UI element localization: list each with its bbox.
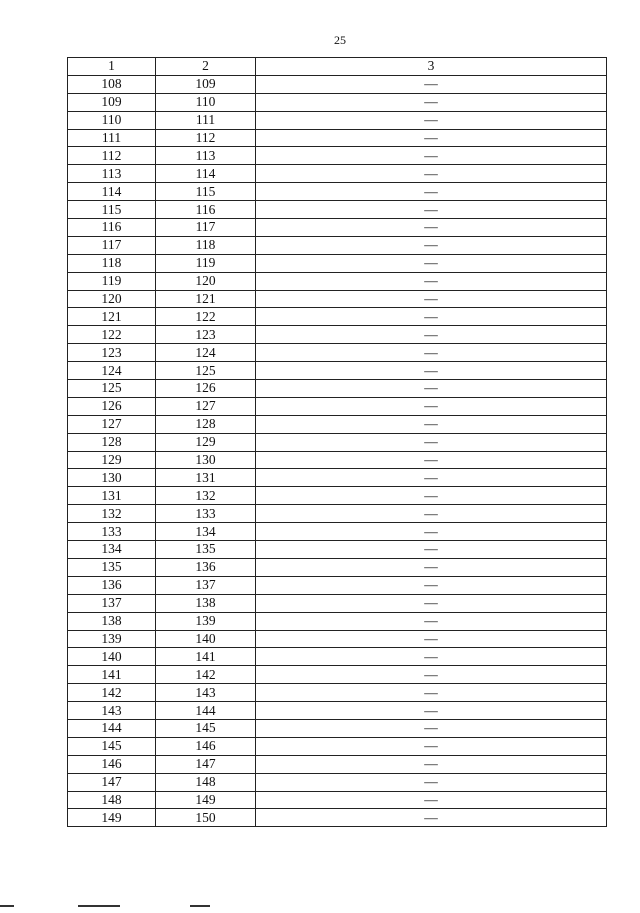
table-cell-col-2: 137	[156, 576, 256, 594]
table-cell-col-3: —	[256, 773, 607, 791]
table-cell-col-3: —	[256, 505, 607, 523]
table-cell-col-1: 136	[68, 576, 156, 594]
table-cell-col-2: 116	[156, 201, 256, 219]
table-row	[68, 469, 607, 487]
table-cell-col-3: —	[256, 165, 607, 183]
table-cell-col-2: 127	[156, 397, 256, 415]
table-cell-col-1: 149	[68, 809, 156, 827]
table-cell-col-2: 109	[156, 75, 256, 93]
table-row	[68, 201, 607, 219]
table-row	[68, 344, 607, 362]
table-cell-col-2: 149	[156, 791, 256, 809]
table-row	[68, 809, 607, 827]
table-row	[68, 415, 607, 433]
table-cell-col-3: —	[256, 93, 607, 111]
table-row	[68, 362, 607, 380]
table-cell-col-3: —	[256, 755, 607, 773]
table-cell-col-2: 136	[156, 558, 256, 576]
table-cell-col-3: —	[256, 719, 607, 737]
data-table	[67, 57, 607, 827]
table-cell-col-1: 109	[68, 93, 156, 111]
table-cell-col-2: 141	[156, 648, 256, 666]
table-cell-col-1: 132	[68, 505, 156, 523]
table-row	[68, 165, 607, 183]
table-cell-col-2: 119	[156, 254, 256, 272]
table-row	[68, 272, 607, 290]
table-row	[68, 433, 607, 451]
table-row	[68, 684, 607, 702]
table-cell-col-1: 129	[68, 451, 156, 469]
table-cell-col-3: —	[256, 344, 607, 362]
table-cell-col-3: —	[256, 487, 607, 505]
table-row	[68, 451, 607, 469]
table-cell-col-1: 110	[68, 111, 156, 129]
table-cell-col-3: —	[256, 648, 607, 666]
table-row	[68, 75, 607, 93]
table-cell-col-2: 110	[156, 93, 256, 111]
table-cell-col-1: 113	[68, 165, 156, 183]
table-cell-col-2: 142	[156, 666, 256, 684]
table-cell-col-3: —	[256, 397, 607, 415]
column-header-2: 2	[156, 58, 256, 76]
table-cell-col-3: —	[256, 362, 607, 380]
table-row	[68, 397, 607, 415]
table-body	[68, 75, 607, 826]
table-cell-col-3: —	[256, 308, 607, 326]
table-cell-col-1: 143	[68, 702, 156, 720]
table-cell-col-3: —	[256, 702, 607, 720]
table-cell-col-2: 135	[156, 541, 256, 559]
table-cell-col-1: 128	[68, 433, 156, 451]
table-cell-col-2: 133	[156, 505, 256, 523]
table-cell-col-1: 140	[68, 648, 156, 666]
table-cell-col-3: —	[256, 791, 607, 809]
table-cell-col-1: 118	[68, 254, 156, 272]
table-cell-col-3: —	[256, 558, 607, 576]
table-cell-col-2: 118	[156, 236, 256, 254]
table-cell-col-2: 145	[156, 719, 256, 737]
table-cell-col-1: 126	[68, 397, 156, 415]
table-cell-col-1: 147	[68, 773, 156, 791]
table-cell-col-2: 147	[156, 755, 256, 773]
table-cell-col-3: —	[256, 630, 607, 648]
table-cell-col-2: 124	[156, 344, 256, 362]
table-cell-col-3: —	[256, 219, 607, 237]
table-row	[68, 791, 607, 809]
table-row	[68, 594, 607, 612]
table-cell-col-1: 135	[68, 558, 156, 576]
table-cell-col-3: —	[256, 129, 607, 147]
table-cell-col-3: —	[256, 415, 607, 433]
table-cell-col-2: 132	[156, 487, 256, 505]
table-row	[68, 773, 607, 791]
table-cell-col-2: 139	[156, 612, 256, 630]
table-cell-col-3: —	[256, 290, 607, 308]
table-row	[68, 576, 607, 594]
table-cell-col-1: 144	[68, 719, 156, 737]
table-cell-col-2: 131	[156, 469, 256, 487]
table-cell-col-1: 119	[68, 272, 156, 290]
table-cell-col-3: —	[256, 469, 607, 487]
column-header-1: 1	[68, 58, 156, 76]
table-cell-col-2: 150	[156, 809, 256, 827]
table-row	[68, 236, 607, 254]
column-header-3: 3	[256, 58, 607, 76]
table-row	[68, 326, 607, 344]
table-cell-col-2: 129	[156, 433, 256, 451]
table-cell-col-2: 146	[156, 737, 256, 755]
table-cell-col-2: 113	[156, 147, 256, 165]
page-number: 25	[334, 33, 346, 47]
table-cell-col-2: 125	[156, 362, 256, 380]
table-cell-col-1: 125	[68, 380, 156, 398]
table-row	[68, 558, 607, 576]
table-cell-col-1: 117	[68, 236, 156, 254]
table-cell-col-3: —	[256, 254, 607, 272]
table-cell-col-2: 134	[156, 523, 256, 541]
table-cell-col-3: —	[256, 236, 607, 254]
table-cell-col-2: 115	[156, 183, 256, 201]
table-cell-col-1: 145	[68, 737, 156, 755]
table-cell-col-1: 131	[68, 487, 156, 505]
table-cell-col-1: 142	[68, 684, 156, 702]
table-cell-col-1: 148	[68, 791, 156, 809]
table-cell-col-3: —	[256, 147, 607, 165]
table-cell-col-2: 120	[156, 272, 256, 290]
table-row	[68, 111, 607, 129]
table-row	[68, 719, 607, 737]
cut-off-footer-text	[0, 899, 640, 913]
table-cell-col-3: —	[256, 433, 607, 451]
table-row	[68, 487, 607, 505]
table-cell-col-2: 122	[156, 308, 256, 326]
table-cell-col-1: 123	[68, 344, 156, 362]
table-row	[68, 93, 607, 111]
table-row	[68, 737, 607, 755]
table-cell-col-2: 111	[156, 111, 256, 129]
table-cell-col-3: —	[256, 380, 607, 398]
table-cell-col-3: —	[256, 75, 607, 93]
table-cell-col-3: —	[256, 451, 607, 469]
table-cell-col-3: —	[256, 576, 607, 594]
table-cell-col-1: 133	[68, 523, 156, 541]
table-cell-col-1: 122	[68, 326, 156, 344]
table-row	[68, 702, 607, 720]
table-cell-col-1: 141	[68, 666, 156, 684]
table-cell-col-2: 138	[156, 594, 256, 612]
table-cell-col-2: 121	[156, 290, 256, 308]
table-cell-col-2: 148	[156, 773, 256, 791]
table-cell-col-3: —	[256, 201, 607, 219]
table-row	[68, 183, 607, 201]
table-cell-col-1: 108	[68, 75, 156, 93]
table-cell-col-3: —	[256, 684, 607, 702]
table-cell-col-2: 143	[156, 684, 256, 702]
table-row	[68, 505, 607, 523]
table-cell-col-2: 130	[156, 451, 256, 469]
table-cell-col-2: 144	[156, 702, 256, 720]
table-cell-col-3: —	[256, 809, 607, 827]
table-row	[68, 290, 607, 308]
table-cell-col-1: 121	[68, 308, 156, 326]
table-cell-col-1: 116	[68, 219, 156, 237]
table-row	[68, 380, 607, 398]
table-cell-col-1: 124	[68, 362, 156, 380]
table-cell-col-2: 112	[156, 129, 256, 147]
table-cell-col-2: 117	[156, 219, 256, 237]
table-cell-col-1: 114	[68, 183, 156, 201]
table-cell-col-3: —	[256, 523, 607, 541]
table-cell-col-1: 138	[68, 612, 156, 630]
table-cell-col-1: 139	[68, 630, 156, 648]
table-cell-col-1: 120	[68, 290, 156, 308]
table-cell-col-2: 126	[156, 380, 256, 398]
table-row	[68, 254, 607, 272]
table-cell-col-3: —	[256, 666, 607, 684]
table-cell-col-3: —	[256, 272, 607, 290]
table-row	[68, 308, 607, 326]
table-row	[68, 129, 607, 147]
table-row	[68, 648, 607, 666]
table-cell-col-2: 128	[156, 415, 256, 433]
table-cell-col-2: 140	[156, 630, 256, 648]
table-cell-col-1: 127	[68, 415, 156, 433]
table-cell-col-3: —	[256, 541, 607, 559]
table-cell-col-1: 115	[68, 201, 156, 219]
table-cell-col-3: —	[256, 737, 607, 755]
table-cell-col-3: —	[256, 594, 607, 612]
table-cell-col-2: 114	[156, 165, 256, 183]
table-row	[68, 666, 607, 684]
table-row	[68, 630, 607, 648]
table-cell-col-1: 112	[68, 147, 156, 165]
table-cell-col-3: —	[256, 183, 607, 201]
table-cell-col-1: 130	[68, 469, 156, 487]
table-row	[68, 541, 607, 559]
table-cell-col-1: 111	[68, 129, 156, 147]
table-cell-col-1: 137	[68, 594, 156, 612]
table-row	[68, 219, 607, 237]
table-row	[68, 147, 607, 165]
table-row	[68, 523, 607, 541]
table-cell-col-3: —	[256, 111, 607, 129]
table-cell-col-3: —	[256, 326, 607, 344]
table-cell-col-1: 146	[68, 755, 156, 773]
table-row	[68, 755, 607, 773]
table-cell-col-2: 123	[156, 326, 256, 344]
table-row	[68, 612, 607, 630]
table-cell-col-1: 134	[68, 541, 156, 559]
table-header-row	[68, 58, 607, 76]
table-cell-col-3: —	[256, 612, 607, 630]
